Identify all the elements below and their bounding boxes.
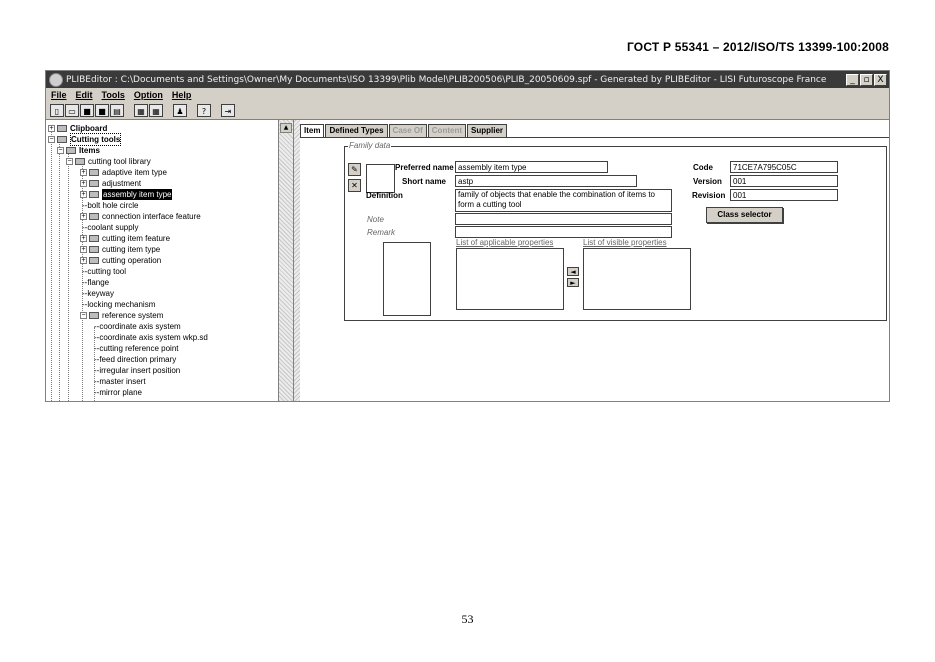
version-label: Version [693,177,722,186]
expand-icon[interactable]: + [81,235,86,242]
tree-leaf-coordinate-axis-system[interactable]: -- coordinate axis system [94,322,181,331]
definition-label: Definition [366,191,403,200]
clipboard-folder-icon [57,125,67,132]
menu-help[interactable]: Help [171,90,192,100]
move-right-arrow-icon[interactable]: ► [567,278,579,287]
app-globe-icon [49,73,63,87]
document-header: ГОСТ Р 55341 – 2012/ISO/TS 13399-100:2008 [626,40,889,54]
tab-content[interactable]: Content [428,124,466,137]
menu-edit[interactable]: Edit [75,90,93,100]
folder-icon [75,158,85,165]
preferred-name-label: Preferred name [395,163,454,172]
collapse-icon[interactable]: − [67,158,72,165]
version-field[interactable]: 001 [730,175,838,187]
collapse-icon[interactable]: − [49,136,54,143]
tree-node-cutting-operation[interactable]: + cutting operation [81,256,162,265]
pane-splitter[interactable] [279,120,294,401]
visible-properties-list[interactable] [583,248,691,310]
detail-pane [300,120,889,401]
tree-leaf-master-insert[interactable]: -- master insert [94,377,146,386]
expand-icon[interactable]: + [81,191,86,198]
collapse-arrow-icon[interactable]: ▲ [280,123,292,133]
plib-editor-window [45,70,890,402]
tree-leaf-bolt-hole-circle[interactable]: -- bolt hole circle [82,201,139,210]
remark-label: Remark [367,228,396,237]
open-folder-icon[interactable]: ▭ [65,104,79,117]
folder-icon [57,136,67,143]
remark-field[interactable] [455,226,672,238]
exit-icon[interactable]: ⇥ [221,104,235,117]
maximize-button[interactable]: ▫ [860,74,873,86]
new-file-icon[interactable]: ▯ [50,104,64,117]
tree-node-cutting-item-type[interactable]: + cutting item type [81,245,161,254]
folder-icon [89,312,99,319]
folder-icon [89,169,99,176]
save-icon[interactable]: ■ [80,104,94,117]
export-icon[interactable]: ▤ [110,104,124,117]
image-list-box[interactable] [383,242,431,316]
tree-node-reference-system[interactable]: − reference system [81,311,164,320]
applicable-properties-list[interactable] [456,248,564,310]
class-selector-button[interactable]: Class selector [706,207,783,223]
delete-image-icon[interactable]: ✕ [348,179,361,192]
code-label: Code [693,163,713,172]
menu-file[interactable]: File [51,90,67,100]
tree-leaf-coolant-supply[interactable]: -- coolant supply [82,223,139,232]
tree-leaf-mirror-plane[interactable]: -- mirror plane [94,388,143,397]
tree-node-assembly-item-type[interactable]: + assembly item type [81,190,172,199]
item-tree [46,120,279,401]
tree-leaf-cutting-reference-point[interactable]: -- cutting reference point [94,344,179,353]
import-icon[interactable]: ▦ [134,104,148,117]
expand-icon[interactable]: + [81,246,86,253]
collapse-icon[interactable]: − [58,147,63,154]
page-number: 53 [461,612,474,626]
tree-leaf-coordinate-axis-system-wkp[interactable]: -- coordinate axis system wkp.sd [94,333,208,342]
folder-icon [89,235,99,242]
toolbar [46,102,889,120]
visible-properties-title: List of visible properties [583,238,667,247]
tree-node-adjustment[interactable]: + adjustment [81,179,142,188]
tree-node-clipboard[interactable]: + Clipboard [49,124,108,133]
minimize-button[interactable]: _ [846,74,859,86]
code-field[interactable]: 71CE7A795C05C [730,161,838,173]
family-data-legend: Family data [349,141,391,150]
applicable-properties-title: List of applicable properties [456,238,554,247]
short-name-label: Short name [402,177,447,186]
expand-icon[interactable]: + [49,125,54,132]
revision-label: Revision [692,191,726,200]
revision-field[interactable]: 001 [730,189,838,201]
title-bar [46,71,889,88]
tree-leaf-locking-mechanism[interactable]: -- locking mechanism [82,300,156,309]
note-field[interactable] [455,213,672,225]
tree-node-connection-interface-feature[interactable]: + connection interface feature [81,212,201,221]
tree-node-cutting-tools[interactable]: − Cutting tools [49,135,121,144]
item-image-box[interactable] [366,164,395,193]
tree-node-adaptive-item-type[interactable]: + adaptive item type [81,168,167,177]
note-label: Note [367,215,384,224]
close-button[interactable]: X [874,74,887,86]
tab-item[interactable]: Item [300,124,324,137]
tree-leaf-keyway[interactable]: -- keyway [82,289,115,298]
expand-icon[interactable]: + [81,213,86,220]
collapse-icon[interactable]: − [81,312,86,319]
expand-icon[interactable]: + [81,169,86,176]
tree-node-library[interactable]: − cutting tool library [67,157,151,166]
tree-leaf-cutting-tool[interactable]: -- cutting tool [82,267,127,276]
short-name-field[interactable]: astp [455,175,637,187]
edit-image-icon[interactable]: ✎ [348,163,361,176]
window-controls [846,74,887,86]
copy-icon[interactable]: ▦ [149,104,163,117]
tree-leaf-flange[interactable]: -- flange [82,278,110,287]
menu-tools[interactable]: Tools [101,90,125,100]
tree-node-cutting-item-feature[interactable]: + cutting item feature [81,234,171,243]
tab-case-of[interactable]: Case Of [389,124,427,137]
expand-icon[interactable]: + [81,257,86,264]
find-icon[interactable]: ♟ [173,104,187,117]
menu-option[interactable]: Option [133,90,163,100]
tab-strip [300,124,507,137]
tree-node-items[interactable]: − Items [58,146,100,155]
folder-icon [89,180,99,187]
folder-icon [89,191,99,198]
definition-field[interactable]: family of objects that enable the combination of items to form a cutting tool [455,189,672,212]
menu-bar [46,88,889,102]
tree-leaf-feed-direction-primary[interactable]: -- feed direction primary [94,355,177,364]
preferred-name-field[interactable]: assembly item type [455,161,608,173]
save-as-icon[interactable]: ■ [95,104,109,117]
folder-icon [89,246,99,253]
tab-supplier[interactable]: Supplier [467,124,507,137]
folder-icon [89,257,99,264]
help-icon[interactable]: ? [197,104,211,117]
window-title: PLIBEditor : C:\Documents and Settings\Owner\My Documents\ISO 13399\Plib Model\PLIB200506\PLIB_20050609.spf - Generated by PLIBEditor - LISI Futuroscope France [66,74,827,85]
tab-defined-types[interactable]: Defined Types [325,124,387,137]
move-left-arrow-icon[interactable]: ◄ [567,267,579,276]
tree-leaf-irregular-insert-position[interactable]: -- irregular insert position [94,366,181,375]
expand-icon[interactable]: + [81,180,86,187]
folder-icon [66,147,76,154]
family-data-group [344,141,887,321]
folder-icon [89,213,99,220]
